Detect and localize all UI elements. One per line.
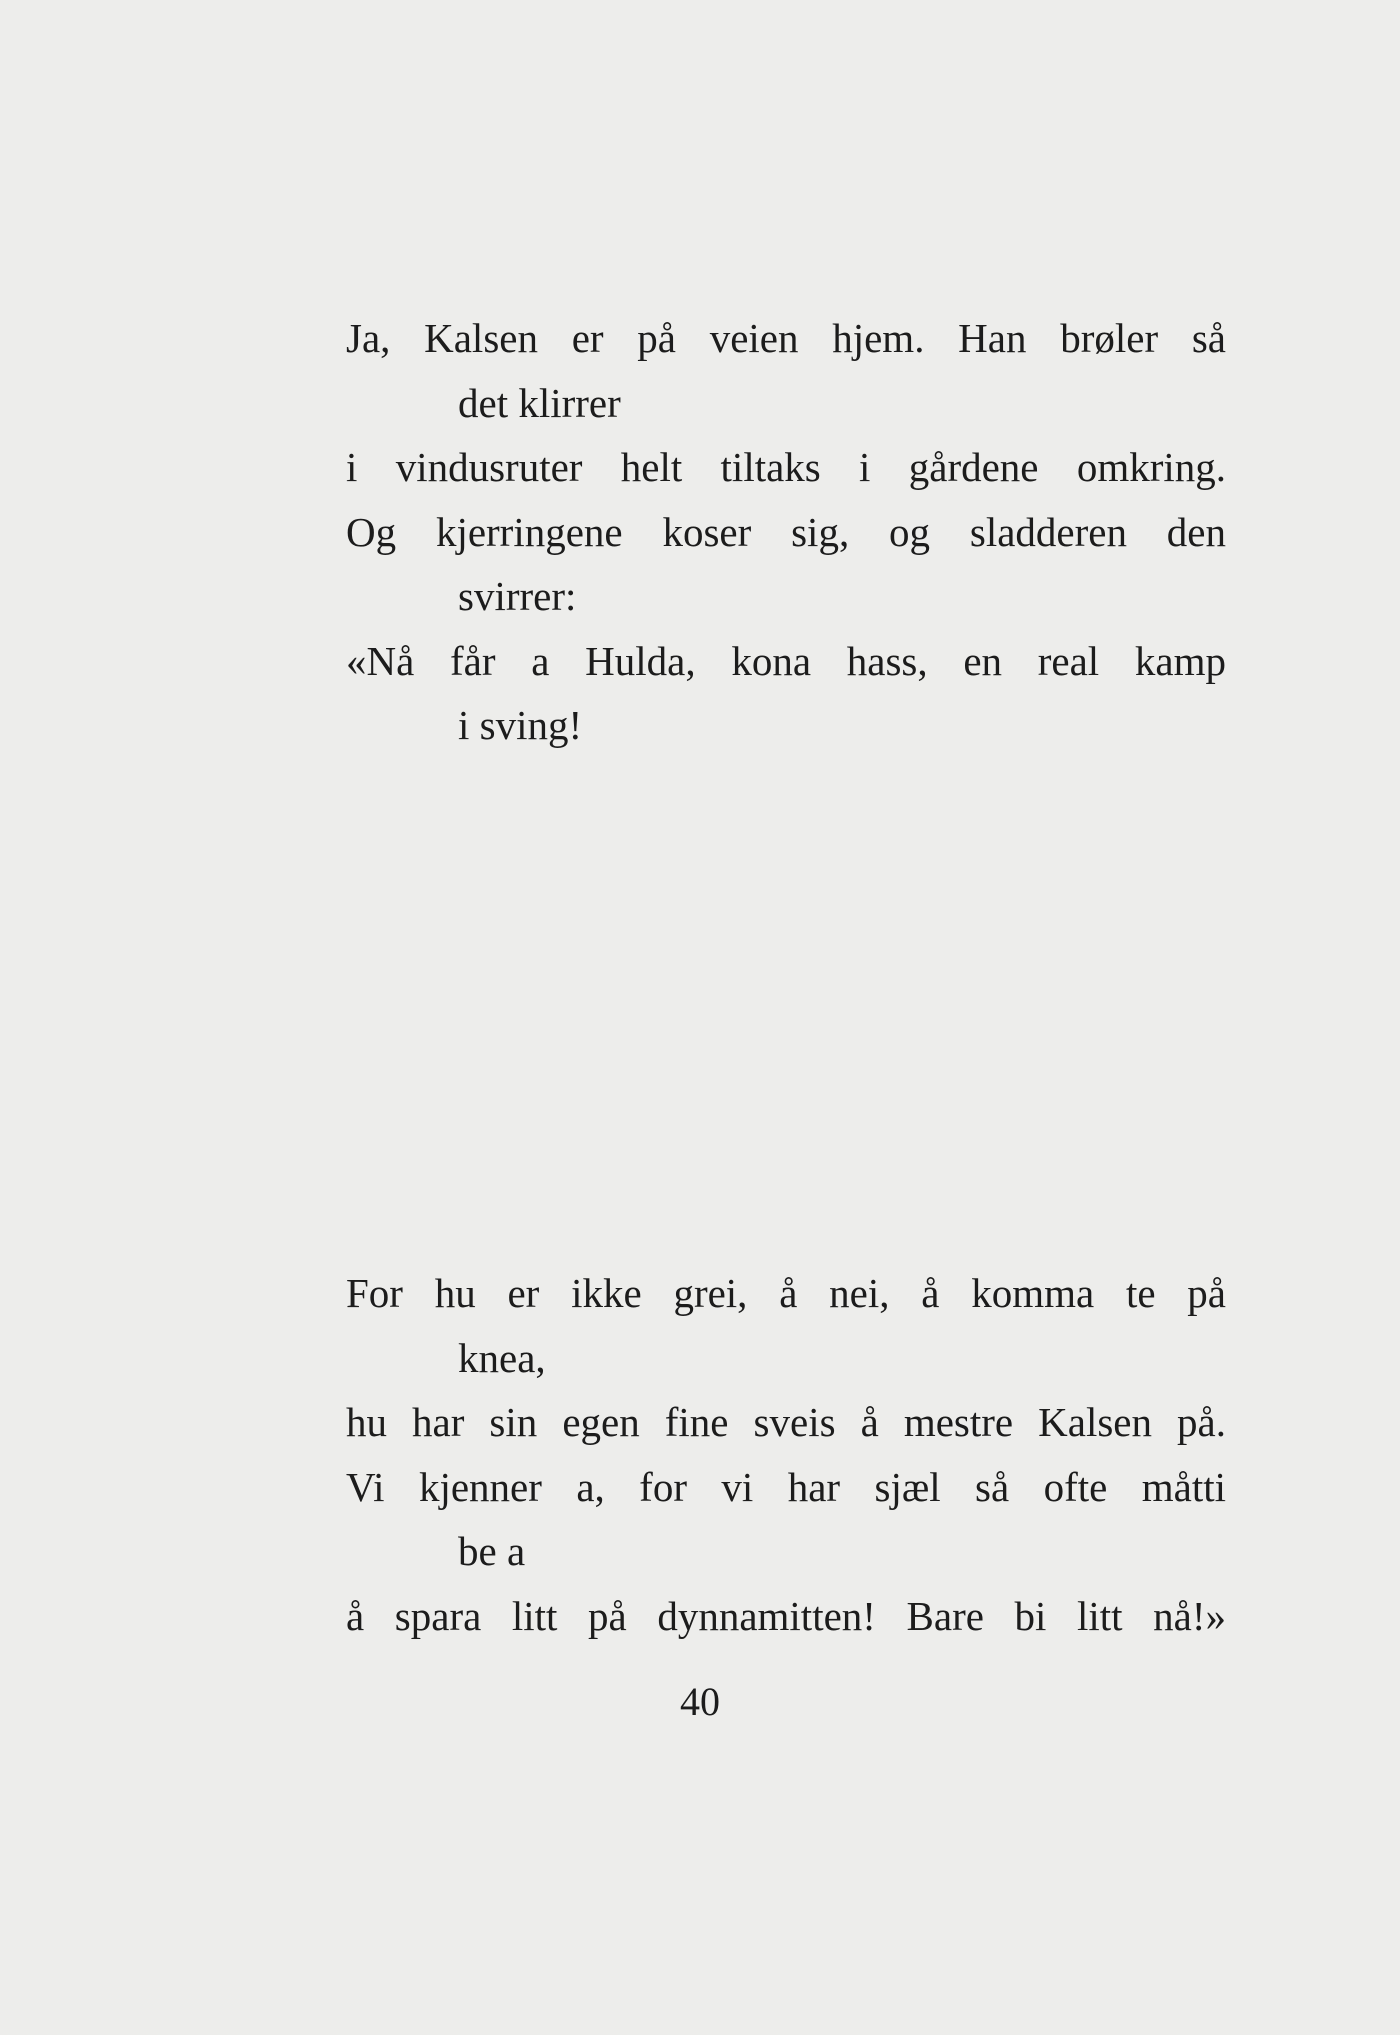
verse-line: å spara litt på dynnamitten! Bare bi litt nå!» [346,1592,1226,1639]
verse-line: i vindusruter helt tiltaks i gårdene omkring. [346,444,1226,490]
stanza-2 [346,1261,1226,1648]
verse-line: For hu er ikke grei, å nei, å komma te på [346,1270,1226,1316]
stanza-1 [346,306,1226,758]
verse-line-continuation: knea, [458,1334,546,1381]
verse-line: Ja, Kalsen er på veien hjem. Han brøler så [346,315,1226,361]
verse-line: Og kjerringene koser sig, og sladderen den [346,508,1226,555]
verse-line: hu har sin egen fine sveis å mestre Kalsen på. [346,1399,1226,1445]
verse-line-continuation: be a [458,1528,526,1574]
verse-line-continuation: i sving! [458,702,583,748]
verse-line-continuation: det klirrer [458,379,621,426]
verse-line: «Nå får a Hulda, kona hass, en real kamp [346,637,1226,684]
verse-line: Vi kjenner a, for vi har sjæl så ofte måtti [346,1463,1226,1510]
verse-line-continuation: svirrer: [458,573,577,619]
page-number: 40 [680,1679,720,1724]
